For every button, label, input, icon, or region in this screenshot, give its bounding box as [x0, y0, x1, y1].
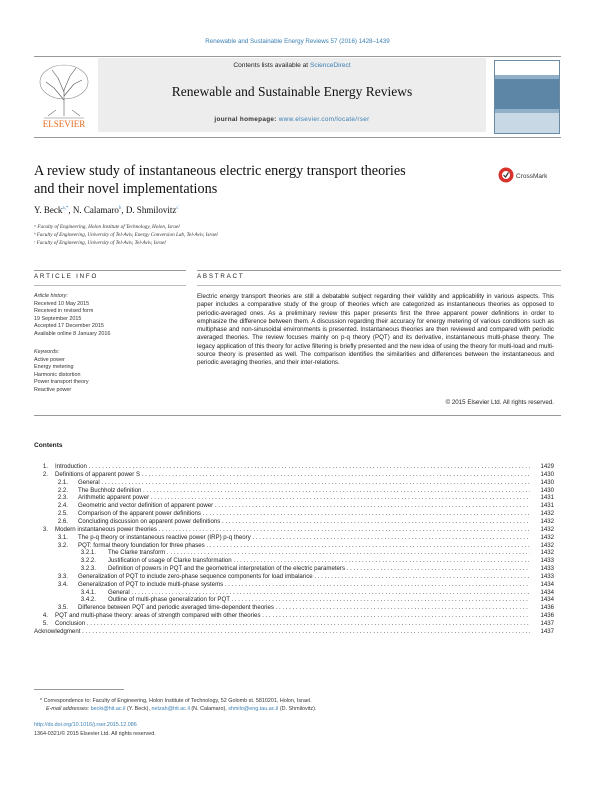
cover-top-band — [495, 61, 559, 75]
toc-page-number[interactable]: 1434 — [540, 588, 554, 596]
toc-entry[interactable] — [34, 581, 554, 589]
divider — [34, 415, 561, 416]
toc-entry[interactable] — [34, 494, 554, 502]
history-item: Available online 8 January 2016 — [34, 330, 111, 337]
toc-page-number[interactable]: 1436 — [540, 612, 554, 620]
abstract-heading: ABSTRACT — [197, 273, 245, 280]
toc-number: 2.5. — [57, 510, 68, 518]
author-marker[interactable]: b — [118, 206, 122, 211]
footnote-divider — [34, 689, 124, 690]
contents-heading: Contents — [34, 442, 63, 449]
toc-page-number[interactable]: 1429 — [540, 463, 554, 470]
toc-label[interactable]: Outline of multi-phase generalization for PQT . . . — [108, 596, 530, 604]
toc-page-number[interactable]: 1436 — [540, 604, 554, 612]
email-link[interactable]: becki@hit.ac.il — [90, 706, 126, 712]
toc-entry[interactable] — [34, 620, 554, 628]
toc-page-number[interactable]: 1432 — [540, 549, 554, 557]
author-name[interactable]: D. Shmilovitz — [125, 205, 177, 215]
toc-number: 3.1. — [57, 533, 68, 541]
email-owner: (N. Calamaro), — [189, 706, 229, 712]
article-title-line-2: and their novel implementations — [34, 181, 218, 197]
author-name[interactable]: N. Calamaro — [72, 205, 119, 215]
toc-entry[interactable] — [34, 510, 554, 518]
toc-entry[interactable] — [34, 573, 554, 581]
toc-page-number[interactable]: 1431 — [540, 494, 554, 502]
toc-number: 3.2. — [57, 541, 68, 549]
toc-page-number[interactable]: 1437 — [540, 620, 554, 627]
toc-page-number[interactable]: 1432 — [540, 510, 554, 518]
toc-label[interactable]: Arithmetic apparent power . . . — [78, 494, 530, 502]
toc-entry[interactable] — [34, 557, 554, 565]
toc-number: 1. — [42, 463, 48, 470]
author-separator: , — [121, 205, 126, 215]
doi-link[interactable]: http://dx.doi.org/10.1016/j.rser.2015.12.086 — [34, 722, 137, 728]
email-owner: (Y. Beck), — [125, 706, 152, 712]
keywords — [34, 349, 89, 395]
toc-entry[interactable] — [34, 479, 554, 487]
toc-entry[interactable] — [34, 471, 554, 479]
contents-available — [98, 62, 486, 69]
contents-prefix: Contents lists available at — [233, 62, 310, 69]
toc-label[interactable]: Geometric and vector definition of apparent power . . . — [78, 502, 530, 510]
crossmark-badge[interactable] — [498, 166, 558, 184]
toc-entry[interactable] — [34, 534, 554, 542]
toc-label[interactable]: The Buchholz definition . . . — [78, 487, 530, 495]
toc-entry[interactable] — [34, 589, 554, 597]
toc-number: 3.4.2. — [80, 596, 96, 604]
correspondence-note: * Correspondence to: Faculty of Engineering, Holon Institute of Technology, 52 Golomb st. 5810201, Holon, Israel. — [40, 698, 312, 704]
toc-page-number[interactable]: 1437 — [540, 627, 554, 635]
toc-page-number[interactable]: 1433 — [540, 565, 554, 573]
toc-number: 2.3. — [57, 494, 68, 502]
toc-page-number[interactable]: 1432 — [540, 525, 554, 533]
email-link[interactable]: shmilo@eng.tau.ac.il — [228, 706, 279, 712]
toc-entry[interactable] — [34, 628, 554, 636]
toc-page-number[interactable]: 1433 — [540, 557, 554, 565]
history-item: Received in revised form — [34, 308, 94, 315]
keyword: Reactive power — [34, 386, 72, 393]
divider — [197, 285, 561, 286]
divider — [34, 270, 186, 271]
affiliation: ᶜ Faculty of Engineering, University of Tel-Aviv, Tel-Aviv, Israel — [34, 240, 166, 246]
article-info-heading: ARTICLE INFO — [34, 273, 99, 280]
author-separator: , — [68, 205, 73, 215]
toc-label[interactable]: General . . . — [78, 479, 530, 487]
homepage-link[interactable]: www.elsevier.com/locate/rser — [278, 116, 370, 123]
toc-label[interactable]: Modern instantaneous power theories . . . — [55, 526, 530, 534]
toc-page-number[interactable]: 1432 — [540, 533, 554, 541]
publisher-name: ELSEVIER — [42, 119, 86, 129]
toc-number: 3.5. — [57, 604, 68, 612]
toc-entry[interactable] — [34, 518, 554, 526]
toc-page-number[interactable]: 1430 — [540, 478, 554, 486]
journal-title: Renewable and Sustainable Energy Reviews — [171, 84, 413, 99]
affiliation: ᵇ Faculty of Engineering, University of Tel-Aviv, Energy Conversion Lab, Tel-Aviv, Israel — [34, 232, 218, 238]
keyword: Active power — [34, 356, 65, 363]
toc-label[interactable]: Definition of powers in PQT and the geometrical interpretation of the electric parameters . . . — [108, 565, 530, 573]
affiliation: ᵃ Faculty of Engineering, Holon Institute of Technology, Holon, Israel — [34, 224, 180, 230]
history-label: Article history: — [34, 293, 68, 299]
toc-label[interactable]: Definitions of apparent power S . . . — [55, 471, 530, 479]
keyword: Energy metering — [34, 364, 74, 371]
keyword: Harmonic distortion — [34, 371, 81, 378]
toc-number: 2. — [42, 470, 48, 478]
email-owner: (D. Shmilovitz). — [278, 706, 317, 712]
keywords-label: Keywords: — [34, 349, 60, 355]
toc-page-number[interactable]: 1434 — [540, 580, 554, 588]
cover-image — [495, 79, 559, 109]
history-item: 19 September 2015 — [34, 315, 82, 322]
abstract-copyright: © 2015 Elsevier Ltd. All rights reserved. — [445, 399, 554, 406]
toc-number: 4. — [42, 612, 48, 620]
toc-label[interactable]: The Clarke transform . . . — [108, 549, 530, 557]
toc-number: 3.4. — [57, 580, 68, 588]
toc-number: 2.4. — [57, 502, 68, 510]
article-history — [34, 293, 110, 339]
email-label: E-mail addresses: — [46, 706, 91, 712]
toc-label[interactable]: PQT and multi-phase theory: areas of strength compared with other theories . . . — [55, 612, 530, 620]
toc-number: 3.3. — [57, 572, 68, 580]
toc-page-number[interactable]: 1432 — [540, 541, 554, 549]
toc-entry[interactable] — [34, 526, 554, 534]
toc-label[interactable]: Generalization of PQT to include zero-phase sequence components for load imbalance . . . — [78, 573, 530, 581]
toc-entry[interactable] — [34, 463, 554, 471]
toc-number: 3. — [42, 525, 48, 533]
toc-entry[interactable] — [34, 542, 554, 550]
toc-label[interactable]: Concluding discussion on apparent power definitions . . . — [78, 518, 530, 526]
toc-number: 3.2.1. — [80, 549, 96, 557]
email-addresses — [46, 706, 316, 712]
toc-number: 2.1. — [57, 478, 68, 486]
toc-entry[interactable] — [34, 612, 554, 620]
toc-entry[interactable] — [34, 596, 554, 604]
toc-entry[interactable] — [34, 565, 554, 573]
journal-cover-thumbnail[interactable] — [494, 60, 560, 134]
toc-label[interactable]: Justification of usage of Clarke transformation . . . — [108, 557, 530, 565]
divider — [34, 285, 186, 286]
author-marker[interactable]: a,* — [62, 206, 69, 211]
author-name[interactable]: Y. Beck — [34, 205, 63, 215]
toc-page-number[interactable]: 1432 — [540, 517, 554, 525]
toc-label[interactable]: Generalization of PQT to include multi-phase systems . . . — [78, 581, 530, 589]
toc-page-number[interactable]: 1430 — [540, 470, 554, 478]
toc-label[interactable]: PQT: formal theory foundation for three phases . . . — [78, 542, 530, 550]
history-item: Accepted 17 December 2015 — [34, 323, 104, 330]
toc-number: 3.2.2. — [80, 557, 96, 565]
toc-label[interactable]: Difference between PQT and periodic averaged time-dependent theories . . . — [78, 604, 530, 612]
author-marker[interactable]: c — [176, 206, 179, 211]
article-title — [34, 162, 494, 198]
article-title-line-1: A review study of instantaneous electric energy transport theories — [34, 163, 406, 179]
toc-label[interactable]: Comparison of the apparent power definitions . . . — [78, 510, 530, 518]
toc-page-number[interactable]: 1434 — [540, 596, 554, 604]
toc-label[interactable]: Acknowledgment . . . — [34, 628, 530, 636]
toc-number: 5. — [42, 620, 48, 627]
abstract-text: Electric energy transport theories are still a debatable subject regarding their validity and applicability in various aspects. This paper includes a comparative study of the group of theories which are categorized as instantaneous theories as opposed to periodic-averaged ones. As a preliminary review this paper presents first the three apparent power definitions in order to emphasize the difference between them. A discussion regarding their accuracy for energy metering of various conditions such as multiphase and non-sinusoidal environments is presented. Instantaneous theories are then reviewed and compared with periodic averaged theories. The review focuses mainly on p-q theory (PQT) and its derivative, instantaneous multi-phase theory. The legacy application of this theory for active filtering is briefly presented and the new idea of using the theory for multi-load and multi-source theory is presented as well. The comparison identifies the similarities and differences between the instantaneous and periodic averaging theories, and their inter-relations. — [197, 293, 554, 367]
toc-number: 2.6. — [57, 517, 68, 525]
history-item: Received 10 May 2015 — [34, 300, 90, 307]
email-link[interactable]: netzah@hit.ac.il — [151, 706, 190, 712]
crossmark-label: CrossMark — [516, 173, 548, 180]
divider — [197, 270, 561, 271]
crossmark-icon — [498, 166, 558, 184]
toc-label[interactable]: General . . . — [108, 589, 530, 597]
keyword: Power transport theory — [34, 379, 89, 386]
journal-homepage — [98, 116, 486, 123]
toc-page-number[interactable]: 1430 — [540, 486, 554, 494]
elsevier-logo[interactable] — [34, 60, 94, 130]
cover-bottom-band — [495, 113, 559, 133]
toc-label[interactable]: Introduction . . . — [55, 463, 530, 471]
toc-label[interactable]: The p-q theory or instantaneous reactive power (IRP) p-q theory . . . — [78, 534, 530, 542]
toc-number: 2.2. — [57, 486, 68, 494]
toc-entry[interactable] — [34, 604, 554, 612]
toc-entry[interactable] — [34, 502, 554, 510]
sciencedirect-link[interactable]: ScienceDirect — [309, 62, 351, 69]
toc-page-number[interactable]: 1431 — [540, 502, 554, 510]
toc-entry[interactable] — [34, 549, 554, 557]
elsevier-tree-icon — [34, 60, 94, 130]
issn-line: 1364-0321/© 2015 Elsevier Ltd. All rights reserved. — [34, 731, 156, 737]
toc-number: 3.2.3. — [80, 565, 96, 573]
toc-entry[interactable] — [34, 487, 554, 495]
toc-number: 3.4.1. — [80, 588, 96, 596]
journal-citation[interactable]: Renewable and Sustainable Energy Reviews 57 (2016) 1428–1439 — [205, 38, 390, 45]
homepage-label: journal homepage: — [214, 116, 279, 123]
toc-page-number[interactable]: 1433 — [540, 572, 554, 580]
author-list — [34, 205, 179, 215]
toc-label[interactable]: Conclusion . . . — [55, 620, 530, 628]
